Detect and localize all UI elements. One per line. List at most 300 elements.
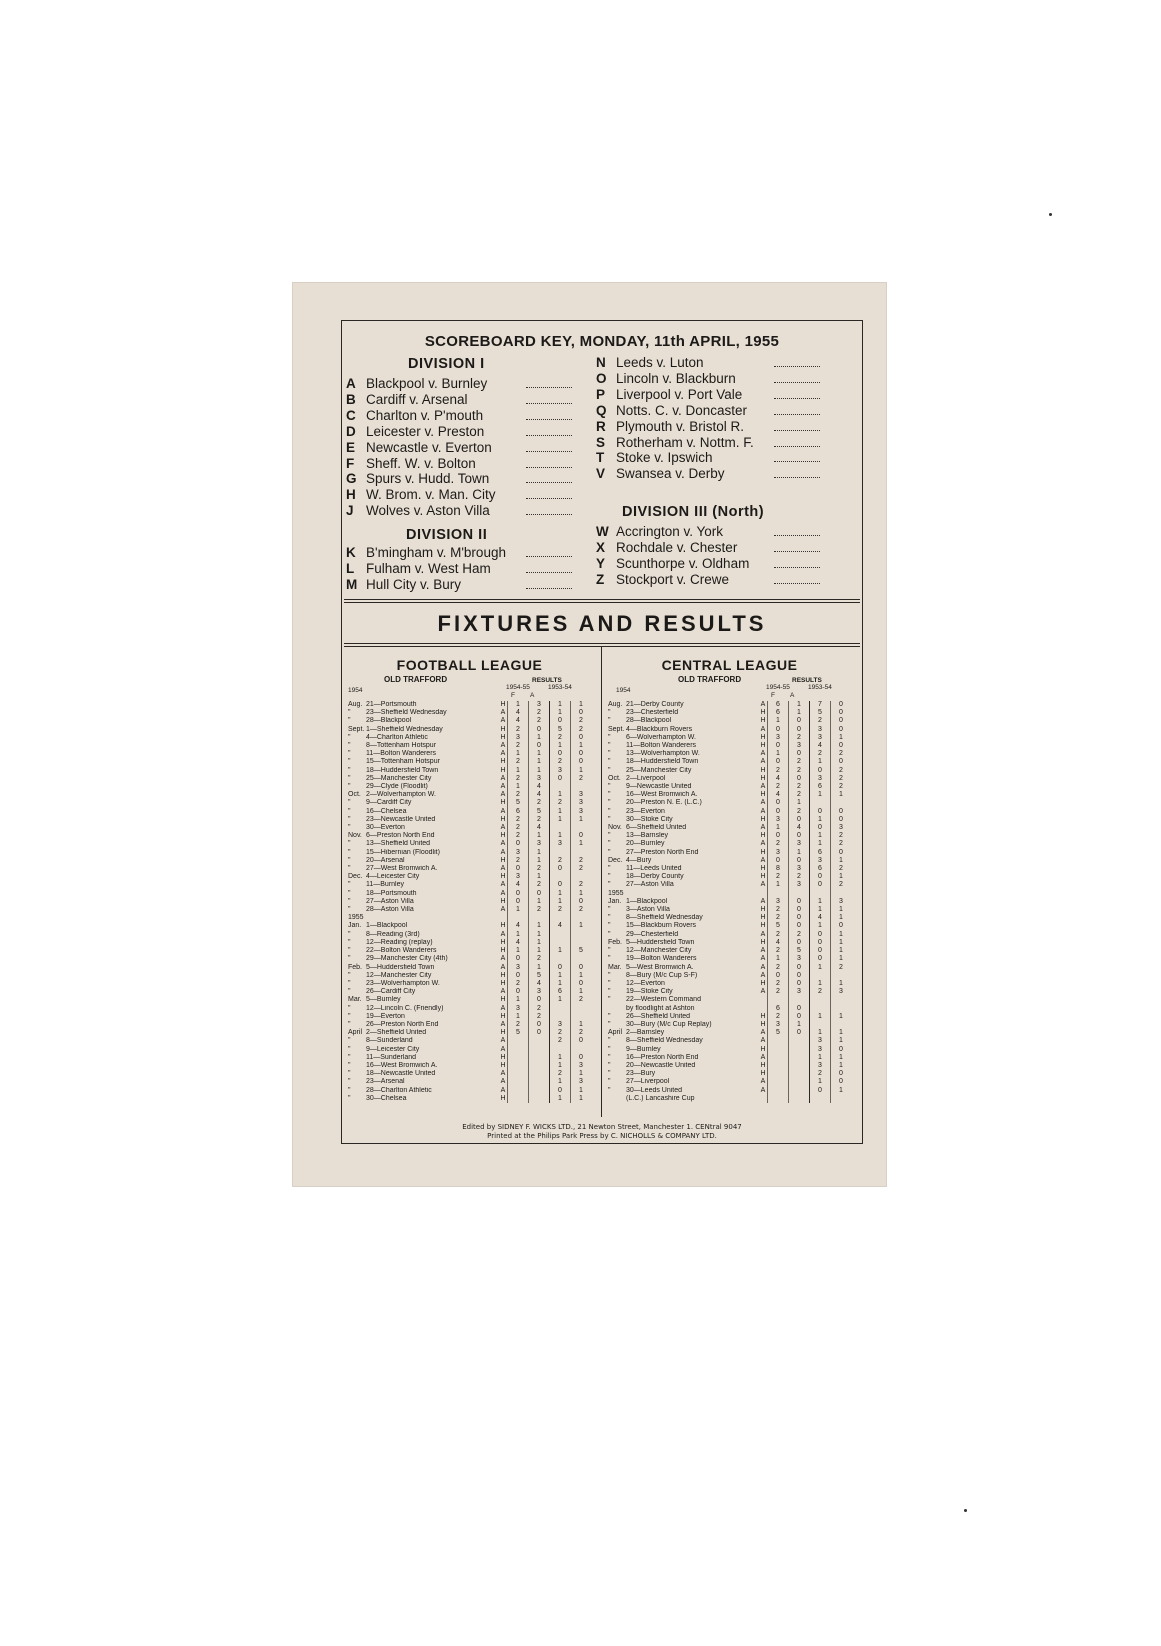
score-against-1954-55: 0 (789, 1005, 810, 1013)
score-against-1953-54: 0 (571, 898, 592, 906)
fixture-venue: A (500, 807, 506, 815)
fixture-opponent: 8—Sunderland (366, 1037, 413, 1045)
score-against-1953-54: 0 (831, 808, 852, 816)
match-name: Sheff. W. v. Bolton (366, 455, 476, 471)
fixture-row (348, 791, 591, 799)
fixture-venue: A (500, 717, 506, 725)
fixture-month: " (348, 1004, 351, 1012)
score-for-1954-55: 0 (768, 799, 789, 807)
fixture-row (608, 881, 851, 889)
fixture-month: " (608, 832, 611, 840)
score-for-1953-54 (550, 914, 571, 922)
match-name: Spurs v. Hudd. Town (366, 471, 490, 487)
score-for-1954-55: 6 (508, 808, 529, 816)
score-against-1954-55: 1 (529, 873, 550, 881)
fixture-month: " (608, 1061, 611, 1069)
central-league-season-b: 1953-54 (808, 684, 832, 691)
score-against-1953-54 (571, 824, 592, 832)
fixture-row (348, 988, 591, 996)
score-for-1954-55: 3 (768, 816, 789, 824)
score-against-1953-54: 1 (571, 816, 592, 824)
fixture-row (608, 791, 851, 799)
score-against-1954-55: 1 (529, 750, 550, 758)
score-against-1954-55: 5 (789, 947, 810, 955)
fixture-opponent: 6—Sheffield United (626, 824, 687, 832)
score-for-1953-54: 2 (550, 734, 571, 742)
score-for-1954-55: 0 (508, 865, 529, 873)
score-against-1954-55: 3 (789, 840, 810, 848)
fixture-row (348, 709, 591, 717)
score-against-1954-55 (529, 1087, 550, 1095)
fixture-month: " (608, 799, 611, 807)
fixture-venue: A (760, 971, 766, 979)
match-letter: K (346, 545, 356, 560)
score-for-1953-54: 2 (550, 799, 571, 807)
fixture-venue: A (760, 807, 766, 815)
score-for-1954-55: 3 (508, 734, 529, 742)
fixture-month: Jan. (608, 897, 622, 905)
score-against-1954-55: 0 (789, 906, 810, 914)
match-t (596, 450, 820, 466)
score-against-1953-54: 3 (831, 824, 852, 832)
football-league-year: 1954 (348, 687, 363, 694)
score-against-1953-54: 2 (831, 767, 852, 775)
score-against-1954-55: 0 (789, 964, 810, 972)
score-for-1954-55: 0 (768, 857, 789, 865)
fixture-venue: A (760, 1037, 766, 1045)
score-against-1954-55: 2 (529, 955, 550, 963)
score-for-1953-54: 1 (550, 808, 571, 816)
score-for-1954-55: 2 (508, 791, 529, 799)
score-against-1954-55: 1 (529, 849, 550, 857)
fixture-month: Oct. (348, 791, 361, 799)
score-for-1953-54: 1 (810, 906, 831, 914)
scoreboard-title: SCOREBOARD KEY, MONDAY, 11th APRIL, 1955 (424, 333, 780, 350)
score-for-1953-54: 2 (810, 988, 831, 996)
score-for-1954-55: 6 (768, 709, 789, 717)
score-for-1954-55: 5 (508, 799, 529, 807)
fixture-month: " (608, 1045, 611, 1053)
fixture-row (348, 742, 591, 750)
fixture-venue: H (760, 717, 766, 725)
fixture-opponent: 27—Liverpool (626, 1078, 670, 1086)
fixture-venue: A (500, 865, 506, 873)
score-against-1953-54: 3 (571, 791, 592, 799)
score-for-1953-54 (810, 799, 831, 807)
score-for-1953-54: 1 (810, 832, 831, 840)
score-for-1953-54 (550, 1013, 571, 1021)
score-for-1954-55: 1 (508, 783, 529, 791)
score-entry-line (526, 451, 572, 452)
match-letter: R (596, 418, 606, 434)
fixture-opponent: 29—Manchester City (4th) (366, 955, 448, 963)
score-against-1953-54: 3 (571, 1078, 592, 1086)
score-for-1954-55: 2 (508, 742, 529, 750)
score-against-1954-55: 0 (789, 914, 810, 922)
fixture-row (348, 1078, 591, 1086)
fixture-venue: H (500, 815, 506, 823)
fixture-venue: A (760, 1029, 766, 1037)
fixture-opponent: 30—Bury (M/c Cup Replay) (626, 1020, 712, 1028)
score-for-1954-55: 1 (768, 824, 789, 832)
score-for-1953-54: 1 (550, 709, 571, 717)
match-name: Rotherham v. Nottm. F. (616, 434, 754, 450)
score-for-1954-55: 6 (768, 1005, 789, 1013)
score-for-1954-55: 1 (508, 947, 529, 955)
score-against-1954-55 (529, 914, 550, 922)
score-against-1953-54: 5 (571, 947, 592, 955)
match-name: Hull City v. Bury (366, 576, 462, 592)
score-for-1954-55: 2 (508, 775, 529, 783)
fixture-venue: H (500, 922, 506, 930)
fixture-row (348, 914, 591, 922)
score-for-1953-54: 5 (810, 709, 831, 717)
fixture-month: " (608, 783, 611, 791)
score-against-1954-55: 0 (529, 1029, 550, 1037)
fixture-month: Jan. (348, 922, 362, 930)
score-for-1954-55: 4 (768, 775, 789, 783)
score-for-1954-55: 2 (768, 988, 789, 996)
score-for-1953-54: 3 (810, 1062, 831, 1070)
fixture-month: " (608, 742, 611, 750)
fixture-month: April (608, 1029, 623, 1037)
fixture-opponent: 20—Newcastle United (626, 1061, 696, 1069)
score-for-1954-55: 1 (768, 717, 789, 725)
score-against-1953-54: 0 (831, 1078, 852, 1086)
central-league-season-a: 1954-55 (766, 684, 790, 691)
score-against-1954-55: 1 (789, 1021, 810, 1029)
score-for-1954-55: 0 (508, 898, 529, 906)
fixture-row (608, 734, 851, 742)
score-for-1954-55: 5 (768, 922, 789, 930)
fixture-row (608, 767, 851, 775)
central-league-results-label: RESULTS (792, 677, 822, 684)
match-letter: E (346, 439, 356, 455)
score-for-1953-54: 2 (550, 1070, 571, 1078)
score-against-1954-55: 4 (529, 824, 550, 832)
fixture-venue: H (500, 758, 506, 766)
score-against-1953-54: 0 (831, 709, 852, 717)
fixture-venue: A (760, 701, 766, 708)
score-for-1953-54: 7 (810, 701, 831, 709)
fixture-venue: A (760, 840, 766, 848)
match-letter: Q (596, 402, 607, 418)
score-against-1954-55: 4 (529, 980, 550, 988)
fixture-month: " (348, 1053, 351, 1061)
fixture-venue: H (500, 832, 506, 840)
fixture-month: " (348, 824, 351, 832)
fixture-month: " (348, 856, 351, 864)
score-against-1953-54: 2 (571, 906, 592, 914)
fixture-month: " (348, 1045, 351, 1053)
fixture-opponent: 6—Wolverhampton W. (626, 733, 696, 741)
score-against-1953-54: 1 (571, 767, 592, 775)
score-for-1953-54: 0 (810, 873, 831, 881)
score-against-1954-55: 4 (529, 783, 550, 791)
fixture-opponent: 5—Huddersfield Town (626, 938, 695, 946)
score-for-1954-55 (508, 1070, 529, 1078)
score-against-1954-55 (529, 1054, 550, 1062)
score-for-1954-55: 1 (768, 955, 789, 963)
score-for-1954-55: 0 (768, 972, 789, 980)
score-for-1954-55: 2 (768, 873, 789, 881)
score-against-1954-55: 1 (529, 931, 550, 939)
fixture-row (608, 849, 851, 857)
match-d (346, 424, 572, 440)
score-for-1954-55: 2 (508, 1021, 529, 1029)
fixture-opponent: 15—Hibernian (Floodlit) (366, 848, 440, 856)
score-for-1954-55: 3 (508, 1005, 529, 1013)
score-for-1954-55: 5 (508, 1029, 529, 1037)
score-entry-line (526, 403, 572, 404)
fixture-row (608, 808, 851, 816)
match-k (346, 545, 572, 561)
score-for-1953-54: 0 (550, 717, 571, 725)
score-against-1953-54: 0 (571, 1037, 592, 1045)
match-name: Rochdale v. Chester (616, 539, 738, 555)
fixtures-title: FIXTURES AND RESULTS (437, 611, 767, 636)
score-against-1954-55: 1 (529, 767, 550, 775)
fixture-row (348, 1095, 591, 1103)
score-for-1954-55: 3 (768, 734, 789, 742)
score-against-1954-55: 1 (529, 857, 550, 865)
score-for-1953-54: 1 (810, 791, 831, 799)
fixture-row (608, 726, 851, 734)
fixture-row (608, 1037, 851, 1045)
score-against-1954-55: 2 (529, 881, 550, 889)
score-against-1954-55: 1 (529, 947, 550, 955)
score-against-1954-55: 2 (529, 709, 550, 717)
score-against-1953-54 (571, 955, 592, 963)
score-for-1953-54: 1 (550, 701, 571, 709)
score-against-1954-55 (529, 1078, 550, 1086)
score-against-1953-54: 1 (831, 931, 852, 939)
score-for-1953-54: 1 (550, 1078, 571, 1086)
fixture-venue: A (760, 1086, 766, 1094)
score-against-1954-55 (789, 1095, 810, 1103)
fixture-venue: H (760, 1061, 766, 1069)
match-letter: A (346, 376, 356, 391)
score-against-1954-55: 3 (529, 840, 550, 848)
score-for-1954-55: 0 (508, 988, 529, 996)
fixture-venue: H (760, 922, 766, 930)
match-letter: L (346, 560, 355, 576)
score-against-1953-54: 1 (571, 1087, 592, 1095)
fixture-row (348, 775, 591, 783)
score-for-1953-54 (810, 1005, 831, 1013)
fixture-opponent: 5—West Bromwich A. (626, 963, 694, 971)
fixture-row (608, 890, 851, 898)
fixture-row (608, 931, 851, 939)
score-for-1953-54: 1 (810, 1054, 831, 1062)
fixture-venue: A (760, 955, 766, 963)
fixture-month: " (608, 733, 611, 741)
fixture-venue: A (500, 750, 506, 758)
score-against-1953-54: 1 (831, 914, 852, 922)
score-for-1954-55: 2 (508, 726, 529, 734)
score-for-1953-54: 3 (810, 857, 831, 865)
fixture-row (348, 972, 591, 980)
score-for-1954-55: 3 (768, 849, 789, 857)
score-for-1953-54: 2 (810, 1070, 831, 1078)
fixture-venue: A (760, 799, 766, 807)
score-against-1954-55: 1 (529, 964, 550, 972)
score-against-1954-55: 0 (789, 980, 810, 988)
fixture-month: " (608, 848, 611, 856)
score-against-1953-54: 1 (831, 1087, 852, 1095)
fixture-venue: A (760, 947, 766, 955)
fixture-month: " (348, 1020, 351, 1028)
match-w (596, 524, 820, 540)
score-against-1953-54: 1 (831, 955, 852, 963)
score-for-1954-55: 2 (768, 906, 789, 914)
fixture-venue: H (760, 791, 766, 799)
score-against-1954-55: 0 (529, 1021, 550, 1029)
score-for-1954-55: 0 (768, 758, 789, 766)
central-league-a-label: A (790, 692, 795, 699)
score-against-1954-55: 3 (789, 955, 810, 963)
score-against-1954-55: 3 (529, 988, 550, 996)
section-divider-top (344, 599, 860, 600)
score-against-1953-54: 3 (571, 808, 592, 816)
fixture-venue: H (500, 733, 506, 741)
score-against-1954-55: 4 (529, 791, 550, 799)
fixture-row (348, 767, 591, 775)
match-name: Fulham v. West Ham (366, 560, 491, 576)
fixture-venue: H (760, 1045, 766, 1053)
fixture-opponent: 6—Preston North End (366, 832, 435, 840)
fixture-row (608, 824, 851, 832)
score-for-1953-54: 1 (810, 922, 831, 930)
fixture-month: " (348, 897, 351, 905)
score-for-1954-55: 4 (768, 939, 789, 947)
score-against-1954-55: 0 (789, 717, 810, 725)
football-league-f-label: F (511, 692, 515, 699)
match-name: Accrington v. York (616, 524, 724, 539)
fixture-venue: A (500, 963, 506, 971)
fixture-opponent: 12—Reading (replay) (366, 938, 433, 946)
score-for-1954-55: 0 (768, 742, 789, 750)
score-for-1953-54: 0 (810, 1087, 831, 1095)
fixture-month: " (348, 742, 351, 750)
fixture-month: " (348, 881, 351, 889)
score-for-1954-55: 2 (508, 816, 529, 824)
fixture-venue: H (760, 774, 766, 782)
fixture-month: April (348, 1029, 363, 1037)
score-against-1954-55: 1 (789, 849, 810, 857)
fixture-month: " (608, 979, 611, 987)
score-for-1954-55 (768, 1054, 789, 1062)
fixture-month: Aug. (348, 701, 363, 708)
score-against-1954-55: 1 (789, 701, 810, 709)
fixture-month: " (608, 922, 611, 930)
fixture-month: " (348, 971, 351, 979)
fixture-opponent: 16—West Bromwich A. (626, 791, 698, 799)
fixture-month: " (348, 1061, 351, 1069)
score-for-1954-55: 2 (768, 783, 789, 791)
match-name: W. Brom. v. Man. City (366, 487, 496, 503)
fixture-opponent: 28—Aston Villa (366, 906, 414, 914)
score-against-1953-54: 0 (831, 922, 852, 930)
score-for-1954-55: 2 (768, 840, 789, 848)
score-for-1954-55: 4 (508, 922, 529, 930)
score-against-1953-54: 0 (831, 742, 852, 750)
score-against-1953-54: 1 (571, 840, 592, 848)
score-for-1953-54 (550, 824, 571, 832)
score-for-1954-55: 3 (768, 898, 789, 906)
score-for-1953-54: 1 (550, 1062, 571, 1070)
fixture-month: " (608, 906, 611, 914)
fixture-row (608, 1062, 851, 1070)
fixture-opponent: 4—Blackburn Rovers (626, 725, 693, 733)
score-against-1954-55: 2 (529, 1013, 550, 1021)
score-for-1953-54: 1 (550, 832, 571, 840)
fixture-opponent: 11—Sunderland (366, 1053, 417, 1061)
fixture-month: " (348, 1012, 351, 1020)
fixture-month: " (348, 774, 351, 782)
match-name: Wolves v. Aston Villa (366, 503, 490, 519)
fixture-opponent: by floodlight at Ashton (626, 1004, 695, 1012)
score-for-1953-54 (550, 955, 571, 963)
footer-line-2: Printed at the Philips Park Press by C. NICHOLLS & COMPANY LTD. (487, 1131, 717, 1140)
score-for-1953-54 (550, 931, 571, 939)
fixture-month: " (348, 717, 351, 725)
score-against-1954-55: 0 (789, 726, 810, 734)
score-against-1953-54 (571, 849, 592, 857)
score-against-1953-54: 2 (831, 840, 852, 848)
score-entry-line (526, 556, 572, 557)
match-letter: V (596, 466, 606, 482)
fixture-month: " (348, 840, 351, 848)
score-against-1953-54 (571, 1013, 592, 1021)
fixture-opponent: 15—Blackburn Rovers (626, 922, 697, 930)
fixture-month: " (608, 873, 611, 881)
match-letter: B (346, 391, 356, 407)
division-2-heading: DIVISION II (406, 527, 488, 543)
score-entry-line (774, 366, 820, 367)
score-against-1953-54 (831, 1095, 852, 1103)
score-against-1954-55 (529, 1046, 550, 1054)
score-for-1954-55: 5 (768, 1029, 789, 1037)
fixture-opponent: 30—Chelsea (366, 1094, 407, 1102)
match-l (346, 561, 572, 577)
score-for-1954-55: 4 (508, 709, 529, 717)
score-against-1953-54: 1 (571, 1070, 592, 1078)
fixture-row (348, 922, 591, 930)
fixture-row (348, 783, 591, 791)
fixture-row (608, 865, 851, 873)
score-against-1953-54 (571, 914, 592, 922)
score-against-1954-55 (529, 1037, 550, 1045)
score-against-1953-54: 1 (571, 1095, 592, 1103)
score-against-1954-55: 5 (529, 808, 550, 816)
fixture-month (608, 1005, 626, 1013)
score-against-1954-55: 0 (789, 972, 810, 980)
match-name: Cardiff v. Arsenal (366, 391, 468, 407)
fixture-row (348, 865, 591, 873)
score-against-1953-54: 0 (571, 964, 592, 972)
fixture-month: " (608, 955, 611, 963)
fixture-venue (759, 1095, 768, 1103)
fixture-month: Mar. (348, 996, 362, 1004)
fixture-row (348, 734, 591, 742)
match-letter: X (596, 539, 606, 555)
fixture-row (348, 849, 591, 857)
football-league-title: FOOTBALL LEAGUE (396, 657, 543, 673)
fixture-venue: H (760, 1070, 766, 1078)
fixture-month: " (348, 938, 351, 946)
fixture-row (608, 1070, 851, 1078)
